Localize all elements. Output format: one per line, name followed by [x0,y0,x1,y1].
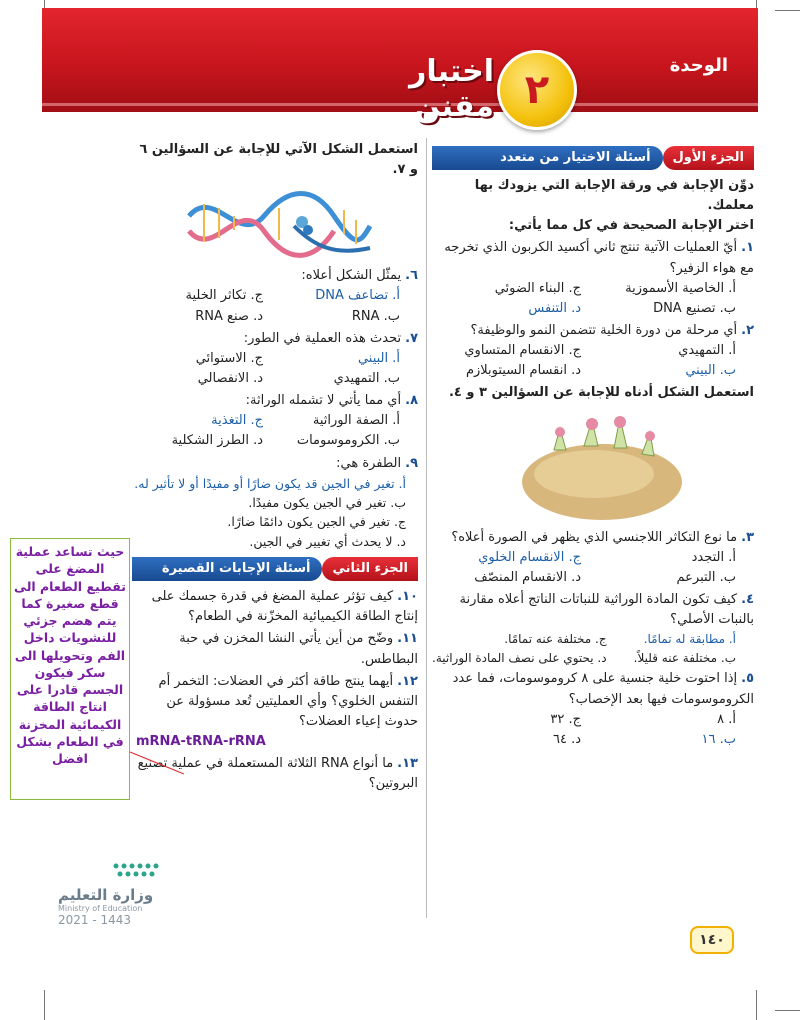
option-d[interactable]: د. يحتوي على نصف المادة الوراثية. [432,650,607,665]
option-c[interactable]: ج. تكاثر الخلية [185,288,263,304]
part1-tag: الجزء الأول [663,146,754,170]
instruction-2: اختر الإجابة الصحيحة في كل مما يأتي: [508,218,754,234]
option-a[interactable]: أ. تضاعف DNA [315,288,400,304]
option-a[interactable]: أ. التمهيدي [678,343,736,359]
option-d[interactable]: د. الانفصالي [197,370,263,386]
question-number: ٨. [405,393,418,409]
question-1 [432,238,754,278]
option-d[interactable]: د. ٦٤ [552,731,581,747]
question-text: أيّ العمليات الآتية تنتج ثاني أكسيد الكربون الذي تخرجه مع هواء الزفير؟ [444,240,754,276]
column-divider [426,138,427,918]
figure-instruction-6-7: استعمل الشكل الآتي للإجابة عن السؤالين ٦ و ٧. [139,142,418,178]
crop-mark [775,10,800,11]
question-10 [132,587,418,627]
question-number: ١٠. [397,589,418,605]
question-text: الطفرة هي: [336,455,402,471]
potato-illustration [514,410,684,522]
option-c[interactable]: ج. مختلفة عنه تمامًا. [504,632,607,647]
question-number: ٢. [741,322,754,338]
option-a[interactable]: أ. تغير في الجين قد يكون ضارًا أو مفيدًا أو لا تأثير له. [134,475,406,491]
option-c[interactable]: ج. ٣٢ [550,711,581,727]
question-8 [132,391,418,411]
option-b[interactable]: ب. مختلفة عنه قليلاً. [633,650,736,665]
option-d[interactable]: د. لا يحدث أي تغيير في الجين. [249,533,406,549]
right-column [432,140,754,750]
question-text: إذا احتوت خلية جنسية على ٨ كروموسومات، فما عدد الكروموسومات فيها بعد الإخصاب؟ [452,671,754,707]
part1-header [432,146,754,170]
crop-mark [756,990,757,1020]
figure-instruction-3-4: استعمل الشكل أدناه للإجابة عن السؤالين ٣ و ٤. [448,385,754,401]
option-d[interactable]: د. التنفس [528,300,581,316]
options-1 [432,279,754,319]
option-a[interactable]: أ. الخاصية الأسموزية [625,280,736,296]
option-c[interactable]: ج. تغير في الجين يكون دائمًا ضارًا. [227,514,406,530]
option-a[interactable]: أ. التجدد [691,549,736,565]
option-d[interactable]: د. الانقسام المنصّف [474,569,581,585]
question-number: ١٣. [397,756,418,772]
potato-sprouts-figure [514,410,684,522]
answer-13-handwritten: mRNA-tRNA-rRNA [136,734,266,750]
question-4 [432,590,754,630]
option-b[interactable]: ب. تصنيع DNA [653,300,736,316]
question-number: ٤. [741,591,754,607]
options-8 [132,411,418,451]
option-a[interactable]: أ. ٨ [717,711,736,727]
question-number: ١١. [397,631,418,647]
option-c[interactable]: ج. الانقسام المتساوي [464,343,581,359]
left-column [132,140,418,795]
options-6 [132,286,418,326]
options-9 [132,474,418,552]
crop-mark [44,990,45,1020]
question-number: ٣. [741,529,754,545]
question-2 [432,321,754,341]
question-text: يمثّل الشكل أعلاه: [301,268,402,284]
question-text: أيهما ينتج طاقة أكثر في العضلات: التخمر أم التنفس الخلوي؟ وأي العمليتين تُعد مسؤولة عن حدوث إعياء العضلات؟ [158,673,418,730]
option-d[interactable]: د. الطرز الشكلية [171,433,263,449]
option-c[interactable]: ج. الانقسام الخلوي [478,549,581,565]
option-b[interactable]: ب. ١٦ [701,731,736,747]
note-pointer-line [128,748,188,778]
unit-label: الوحدة [669,55,728,76]
option-c[interactable]: ج. التغذية [211,413,263,429]
options-4 [432,630,754,667]
options-5 [432,710,754,750]
option-a[interactable]: أ. مطابقة له تمامًا. [643,632,736,647]
ministry-name-en: Ministry of Education [58,904,143,913]
question-text: كيف تؤثر عملية المضغ في قدرة جسمك على إنتاج الطاقة الكيميائية المخزّنة في الطعام؟ [151,589,418,625]
question-number: ٦. [405,268,418,284]
question-text: ما نوع التكاثر اللاجنسي الذي يظهر في الصورة أعلاه؟ [451,529,738,545]
option-d[interactable]: د. صنع RNA [195,308,263,324]
option-b[interactable]: ب. البيني [685,363,736,379]
options-2 [432,341,754,381]
instruction-1: دوِّن الإجابة في ورقة الإجابة التي يزودك بها معلمك. [474,178,754,214]
question-text: ما أنواع RNA الثلاثة المستعملة في عملية تصنيع البروتين؟ [137,756,418,792]
part2-tag: الجزء الثاني [322,557,418,581]
option-b[interactable]: ب. التمهيدي [333,370,400,386]
option-c[interactable]: ج. البناء الضوئي [494,280,581,296]
part2-name: أسئلة الإجابات القصيرة [132,557,322,581]
options-7 [132,349,418,389]
question-5 [432,669,754,709]
option-b[interactable]: ب. RNA [351,308,400,324]
unit-number-badge: ٢ [497,50,577,130]
part2-header [132,557,418,581]
question-number: ٥. [741,671,754,687]
options-3 [432,548,754,588]
ministry-name-ar: وزارة التعليم [58,886,154,904]
page-title: اختبار مقنن [409,54,494,124]
option-b[interactable]: ب. الكروموسومات [296,433,400,449]
page-number: ١٤٠ [690,926,734,954]
option-a[interactable]: أ. الصفة الوراثية [312,413,400,429]
part1-name: أسئلة الاختيار من متعدد [432,146,663,170]
question-9 [132,454,418,474]
question-7 [132,329,418,349]
question-text: أي مما يأتي لا تشمله الوراثة: [245,393,402,409]
option-c[interactable]: ج. الاستوائي [195,350,263,366]
question-number: ١. [741,240,754,256]
handwritten-answer-note: حيث تساعد عملية المضغ على تقطيع الطعام الى قطع صغيرة كما يتم هضم جزئي للنشويات داخل الفم وتحويلها الى سكر فيكون الجسم قادرا على انتاج الطاقة الكيمائية المخزنة في الطعام بشكل افضل [10,538,130,800]
question-text: أي مرحلة من دورة الخلية تتضمن النمو والوظيفة؟ [470,322,738,338]
dna-replication-figure [184,186,374,260]
option-a[interactable]: أ. البيني [357,350,400,366]
question-text: وضّح من أين يأتي النشا المخزن في حبة البطاطس. [179,631,418,667]
question-text: تحدث هذه العملية في الطور: [243,330,402,346]
option-b[interactable]: ب. تغير في الجين يكون مفيدًا. [248,495,406,511]
dna-illustration [184,186,374,260]
question-number: ٧. [405,330,418,346]
edition-year: 2021 - 1443 [58,913,132,927]
question-text: كيف تكون المادة الوراثية للنباتات الناتج أعلاه مقارنة بالنبات الأصلي؟ [459,591,754,628]
question-6 [132,266,418,286]
question-11 [132,629,418,669]
ministry-logo [58,860,188,927]
question-3 [432,528,754,548]
question-number: ٩. [405,455,418,471]
option-d[interactable]: د. انقسام السيتوبلازم [465,363,581,379]
option-b[interactable]: ب. التبرعم [676,569,736,585]
ministry-dots-icon [110,860,170,882]
question-12 [132,672,418,732]
crop-mark [775,1010,800,1011]
question-number: ١٢. [397,673,418,689]
